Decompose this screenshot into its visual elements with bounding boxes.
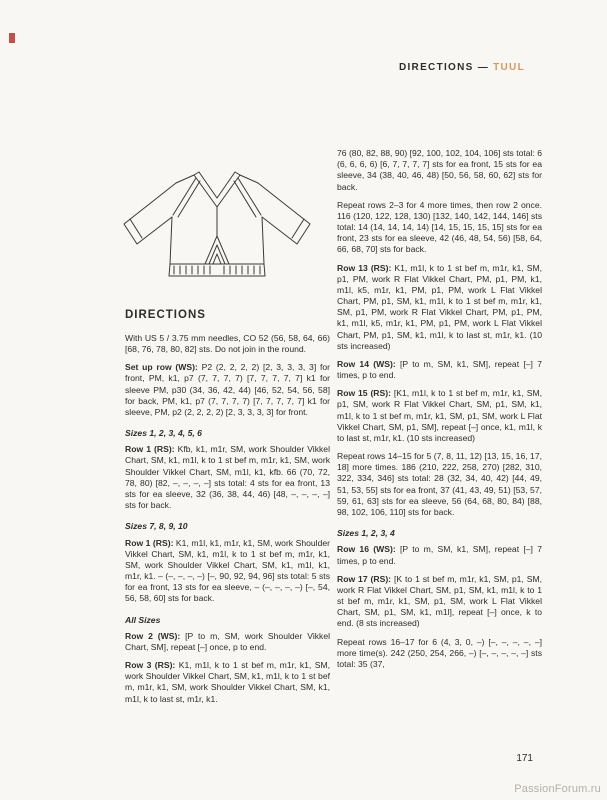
sweater-illustration xyxy=(110,160,325,295)
pattern-paragraph xyxy=(125,631,330,653)
size-subheading: All Sizes xyxy=(125,614,161,625)
pattern-paragraph xyxy=(337,637,542,671)
pattern-paragraph xyxy=(125,660,330,705)
row-label: Row 1 (RS): xyxy=(125,444,175,455)
paragraph-text: Kfb, k1, m1r, SM, work Shoulder Vikkel Chart, SM, k1, m1l, k to 1 st bef m, m1r, k1, SM, work Shoulder Vikkel Chart, SM, m1l, k1, kfb. 66 (70, 72, 78, 80) [82, –, –, –, –] sts total: 4 sts for ea front, 13 sts for ea sleeve, 32 (36, 38, 44, 46) [48, –, –, –, –] sts for back. xyxy=(125,444,330,511)
pattern-paragraph xyxy=(125,444,330,511)
pattern-paragraph xyxy=(337,574,542,630)
right-column xyxy=(337,148,542,677)
size-subheading: Sizes 7, 8, 9, 10 xyxy=(125,521,188,532)
row-label: Set up row (WS): xyxy=(125,362,198,373)
paragraph-text: With US 5 / 3.75 mm needles, CO 52 (56, 58, 64, 66) [68, 76, 78, 80, 82] sts. Do not join in the round. xyxy=(125,332,330,355)
paragraph-text: K1, m1l, k1, m1r, k1, SM, work Shoulder Vikkel Chart, SM, k1, m1l, k to 1 st bef m, m1r, k1, SM, work Shoulder Vikkel Chart, SM, k1, m1l, k1, m1r, k1. – (–, –, –, –) [–, 90, 92, 94, 96] sts total: 5 sts for ea front, 13 sts for ea sleeve, – (–, –, –, –) [–, 54, 56, 58, 60] sts for back. xyxy=(125,537,330,604)
paragraph-text: [P to m, SM, k1, SM], repeat [–] 7 times, p to end. xyxy=(337,544,542,566)
pattern-paragraph xyxy=(337,359,542,381)
header-title: DIRECTIONS xyxy=(398,62,474,73)
header-dash: — xyxy=(477,62,490,73)
pattern-paragraph xyxy=(125,362,330,418)
paragraph-text: [K to 1 st bef m, m1r, k1, SM, p1, SM, work R Flat Vikkel Chart, SM, p1, SM, k1, m1l, k to 1 st bef m, m1r, k1, SM, p1, SM, work L Flat Vikkel Chart, SM, p1, SM, k1, m1l], repeat [–] once, k to end. (8 sts increased) xyxy=(337,573,542,629)
paragraph-text: P2 (2, 2, 2, 2) [2, 3, 3, 3, 3] for front, PM, k1, p7 (7, 7, 7, 7) [7, 7, 7, 7, 7] k1 for sleeve PM, p30 (34, 36, 42, 44) [46, 52, 54, 56, 58] for back, PM, k1, p7 (7, 7, 7, 7) [7, 7, 7, 7, 7] k1 for sleeve, PM, p2 (2, 2, 2, 2) [2, 3, 3, 3, 3] for front. xyxy=(125,362,331,417)
row-label: Row 3 (RS): xyxy=(125,660,176,671)
v-neck-sweater-drawing xyxy=(110,160,325,295)
paragraph-text: Repeat rows 14–15 for 5 (7, 8, 11, 12) [13, 15, 16, 17, 18] more times. 186 (210, 222, 258, 270) [282, 310, 322, 334, 346] sts total: 28 (32, 34, 40, 42) [44, 49, 51, 53, 55] sts for ea front, 37 (41, 43, 49, 51) [53, 57, 59, 61, 63] sts for ea sleeve, 56 (64, 68, 80, 84) [88, 98, 102, 106, 110] sts for back. xyxy=(337,451,542,517)
size-subheading: Sizes 1, 2, 3, 4, 5, 6 xyxy=(125,428,202,439)
scan-red-mark xyxy=(9,33,15,43)
page-header xyxy=(399,62,525,73)
paragraph-text: 76 (80, 82, 88, 90) [92, 100, 102, 104, 106] sts total: 6 (6, 6, 6, 6) [6, 7, 7, 7, 7] sts for ea front, 15 sts for ea sleeve, 34 (38, 40, 46, 48) [50, 56, 58, 60, 62] sts for back. xyxy=(337,148,542,192)
row-label: Row 16 (WS): xyxy=(337,544,396,555)
paragraph-text: Repeat rows 16–17 for 6 (4, 3, 0, –) [–, –, –, –, –] more time(s). 242 (250, 254, 266, –) [–, –, –, –, –] sts total: 35 (37, xyxy=(337,636,542,669)
paragraph-text: [K1, m1l, k to 1 st bef m, m1r, k1, SM, p1, SM, work R Flat Vikkel Chart, SM, p1, SM, k1, m1l, k to 1 st bef m, m1r, k1, SM, p1, SM, work L Flat Vikkel Chart, SM, p1, SM], repeat [–] once, k1, m1l, k to last st, m1r, k1. (10 sts increased) xyxy=(337,388,543,443)
pattern-paragraph xyxy=(125,333,330,355)
row-label: Row 15 (RS): xyxy=(337,388,391,399)
paragraph-text: Repeat rows 2–3 for 4 more times, then row 2 once. 116 (120, 122, 128, 130) [132, 140, 142, 144, 146] sts total: 14 (14, 14, 14, 14) [14, 15, 15, 15, 15] sts for ea front, 23 sts for ea sleeve, 42 (46, 48, 54, 56) [58, 64, 66, 68, 70] sts for back. xyxy=(337,199,542,255)
watermark-text: PassionForum.ru xyxy=(514,783,601,795)
row-label: Row 13 (RS): xyxy=(337,262,392,273)
pattern-paragraph xyxy=(337,148,542,193)
directions-heading: DIRECTIONS xyxy=(125,309,206,321)
row-label: Row 14 (WS): xyxy=(337,358,396,369)
pattern-paragraph xyxy=(337,200,542,256)
paragraph-text: [P to m, SM, k1, SM], repeat [–] 7 times, p to end. xyxy=(337,358,542,381)
pattern-paragraph xyxy=(337,263,542,352)
page-number: 171 xyxy=(516,753,533,764)
size-subheading: Sizes 1, 2, 3, 4 xyxy=(337,528,395,539)
paragraph-text: K1, m1l, k to 1 st bef m, m1r, k1, SM, p1, PM, work R Flat Vikkel Chart, PM, p1, PM, k1, m1l, k5, m1r, k1, PM, p1, PM, work L Flat Vikkel Chart, PM, p1, SM, k1, m1l, k to 1 st bef m, m1r, k1, SM, p1, PM, work R Flat Vikkel Chart, PM, p1, PM, k1, m1l, k5, m1r, k1, PM, p1, PM, work L Flat Vikkel Chart, PM, p1, SM, k1, m1l, k to last st, m1r, k1. (10 sts increased) xyxy=(337,262,542,351)
header-collection: TUUL xyxy=(493,62,525,73)
row-label: Row 2 (WS): xyxy=(125,630,181,641)
paragraph-text: K1, m1l, k to 1 st bef m, m1r, k1, SM, work Shoulder Vikkel Chart, SM, k1, m1l, k to 1 st bef m, m1r, k1, SM, work Shoulder Vikkel Chart, SM, k1, m1l, k to last st, m1r, k1. xyxy=(125,660,330,704)
pattern-paragraph xyxy=(337,544,542,566)
row-label: Row 17 (RS): xyxy=(337,573,392,584)
pattern-paragraph xyxy=(337,388,542,444)
paragraph-text: [P to m, SM, work Shoulder Vikkel Chart, SM], repeat [–] once, p to end. xyxy=(125,630,331,652)
row-label: Row 1 (RS): xyxy=(125,537,174,548)
pattern-paragraph xyxy=(337,451,542,518)
left-column xyxy=(125,308,330,712)
pattern-paragraph xyxy=(125,538,330,605)
